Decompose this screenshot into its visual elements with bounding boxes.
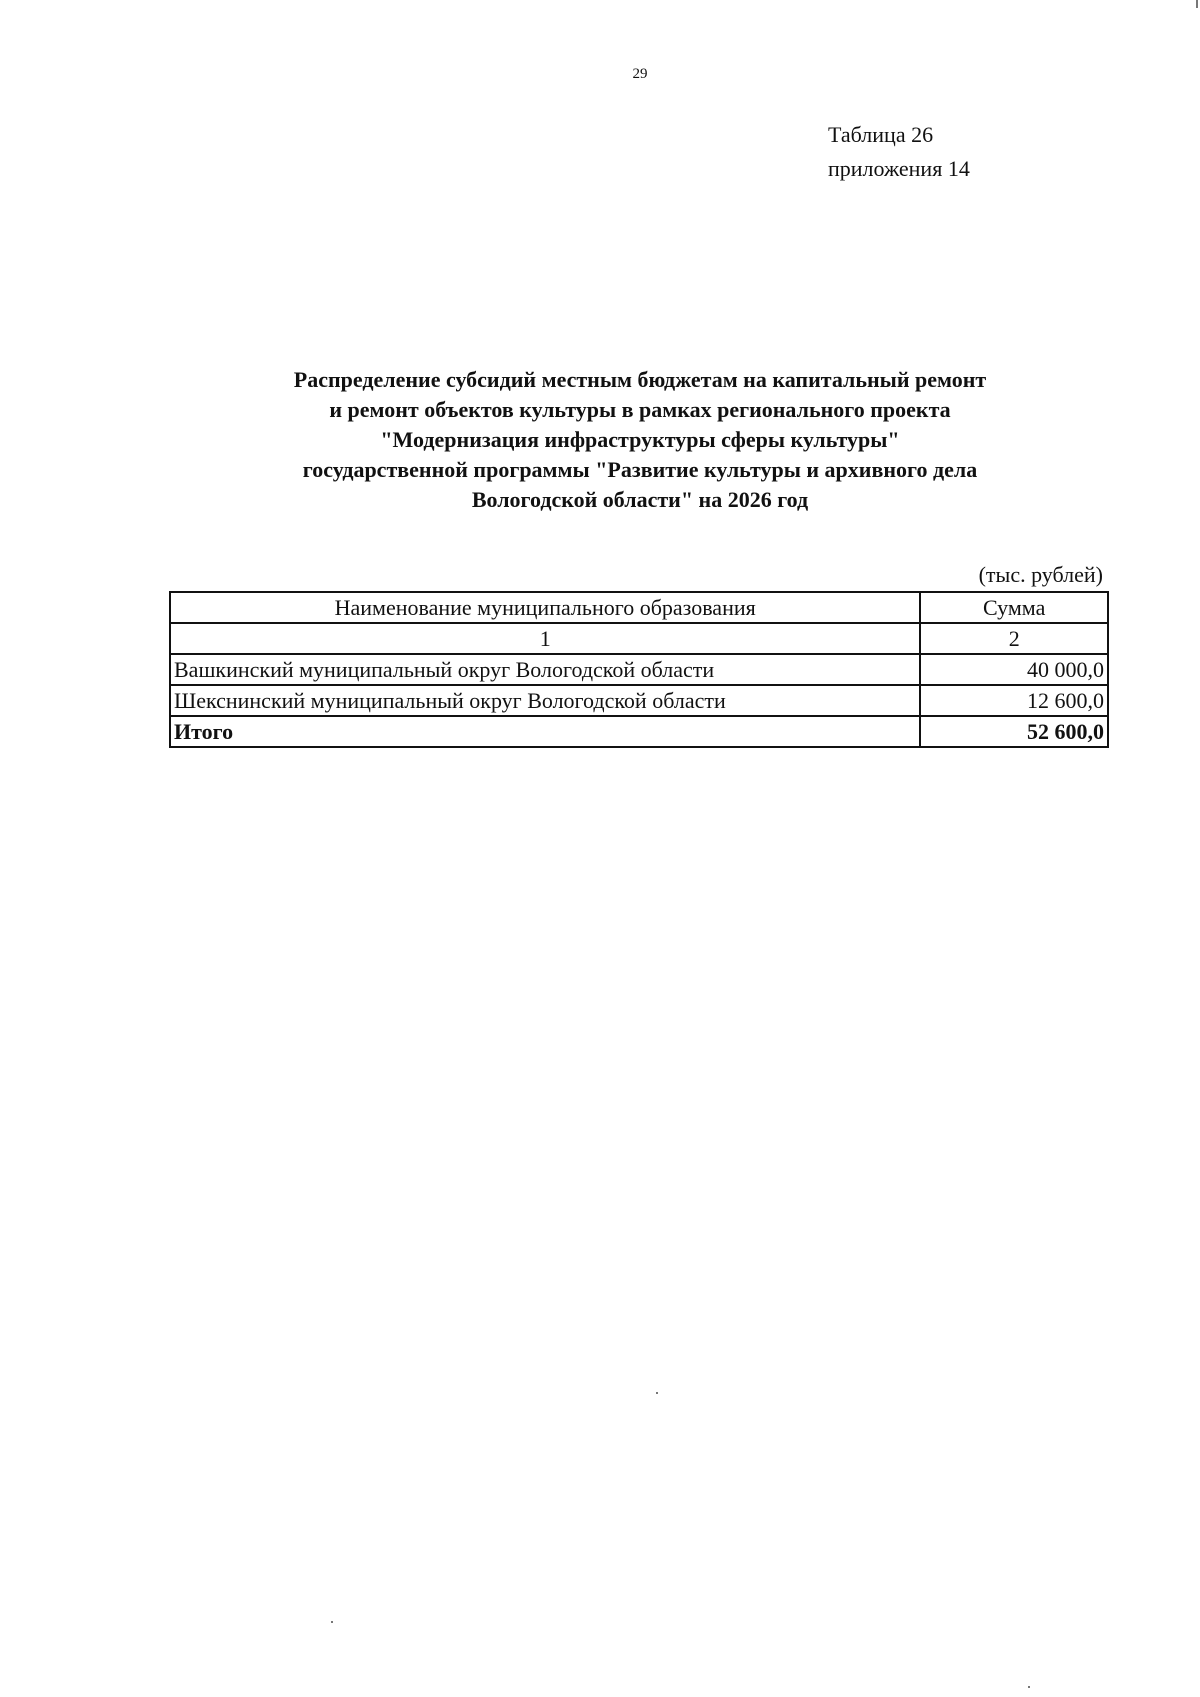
appendix-reference: приложения 14 bbox=[828, 156, 970, 181]
amount-value: 12 600,0 bbox=[920, 685, 1108, 716]
column-number-1: 1 bbox=[170, 623, 920, 654]
table-row bbox=[170, 654, 1108, 685]
title-line: Вологодской области" на 2026 год bbox=[471, 487, 809, 512]
header-amount: Сумма bbox=[920, 592, 1108, 623]
table-reference bbox=[828, 118, 970, 186]
table-header-row bbox=[170, 592, 1108, 623]
units-label: (тыс. рублей) bbox=[978, 562, 1103, 587]
scan-artifact bbox=[1028, 1686, 1030, 1688]
table-row bbox=[170, 685, 1108, 716]
municipality-name: Вашкинский муниципальный округ Вологодской области bbox=[170, 654, 920, 685]
municipality-name: Шекснинский муниципальный округ Вологодской области bbox=[170, 685, 920, 716]
page-number: 29 bbox=[632, 66, 648, 82]
title-line: и ремонт объектов культуры в рамках регионального проекта bbox=[329, 397, 951, 422]
total-row bbox=[170, 716, 1108, 747]
title-line: государственной программы "Развитие культуры и архивного дела bbox=[302, 457, 978, 482]
scan-artifact bbox=[656, 1392, 658, 1394]
amount-value: 40 000,0 bbox=[920, 654, 1108, 685]
table-number: Таблица 26 bbox=[828, 122, 934, 147]
subsidy-distribution-table bbox=[169, 591, 1109, 748]
scan-artifact bbox=[331, 1621, 333, 1623]
document-title bbox=[200, 365, 1080, 515]
column-number-row bbox=[170, 623, 1108, 654]
title-line: "Модернизация инфраструктуры сферы культуры" bbox=[380, 427, 900, 452]
scan-artifact bbox=[1196, 0, 1198, 8]
header-municipality: Наименование муниципального образования bbox=[170, 592, 920, 623]
title-line: Распределение субсидий местным бюджетам на капитальный ремонт bbox=[293, 367, 987, 392]
total-amount: 52 600,0 bbox=[920, 716, 1108, 747]
column-number-2: 2 bbox=[920, 623, 1108, 654]
total-label: Итого bbox=[170, 716, 920, 747]
